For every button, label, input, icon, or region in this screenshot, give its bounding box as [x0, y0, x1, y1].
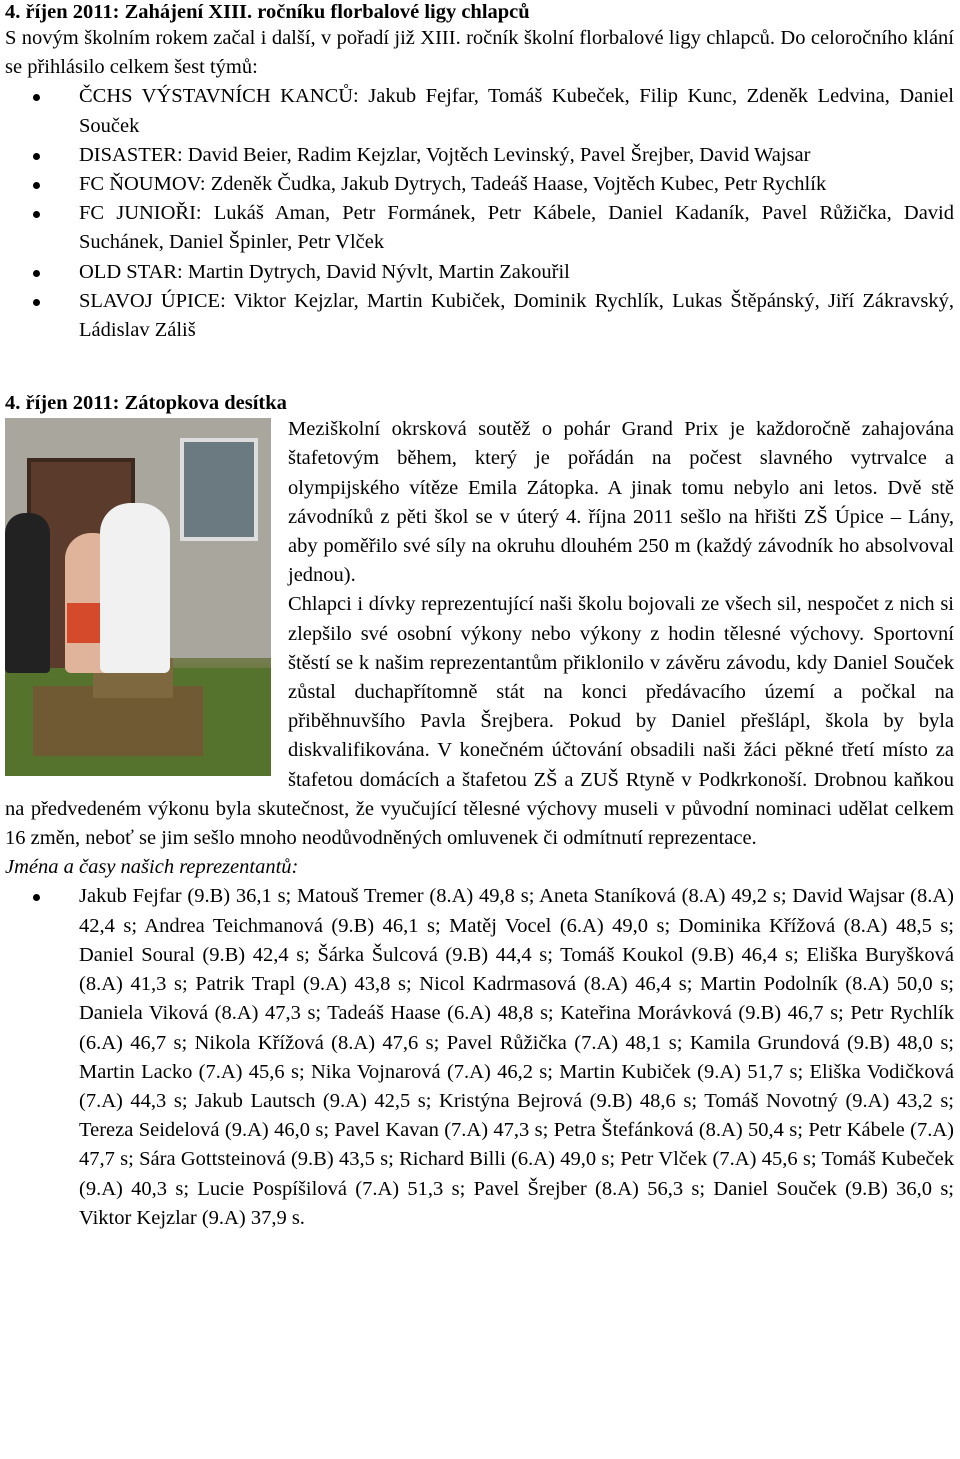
- results-caption: Jména a časy našich reprezentantů:: [5, 856, 299, 879]
- zatopek-heading: 4. říjen 2011: Zátopkova desítka: [5, 392, 287, 415]
- team-item: SLAVOJ ÚPICE: Viktor Kejzlar, Martin Kubiček, Dominik Rychlík, Lukas Štěpánský, Jiří Zákravský, Ládislav Záliš: [79, 287, 954, 345]
- team-item: DISASTER: David Beier, Radim Kejzlar, Vojtěch Levinský, Pavel Šrejber, David Wajsar: [79, 141, 954, 170]
- florbal-section: [5, 0, 954, 345]
- results-list: [5, 882, 954, 1232]
- team-item: FC JUNIOŘI: Lukáš Aman, Petr Formánek, Petr Kábele, Daniel Kadaník, Pavel Růžička, David Suchánek, Daniel Špinler, Petr Vlček: [79, 199, 954, 257]
- podium-photo: [5, 418, 271, 776]
- zatopek-paragraph-2: Chlapci i dívky reprezentující naši školu bojovali ze všech sil, nespočet z nich si zlepšilo své osobní výkony nebo výkony z hodin tělesné výchovy. Sportovní štěstí se k našim reprezentantům přiklonilo v závěru závodu, kdy Daniel Souček zůstal duchapřítomně stát na konci předávacího území a počkal na přiběhnuvšího Pavla Šrejbera. Pokud by Daniel přešlápl, škola by byla diskvalifikována. V konečném účtování obsadili naši žáci pěkné třetí místo za štafetou domácích a štafetou ZŠ a ZUŠ Rtyně v Podkrkonoší. Drobnou kaňkou na předvedeném výkonu byla skutečnost, že vyučující tělesné výchovy museli v původní nominaci udělat celkem 16 změn, neboť se jim sešlo mnoho neodůvodněných omluvenek či odmítnutí reprezentace.: [5, 593, 954, 850]
- zatopek-paragraph-1: Meziškolní okrsková soutěž o pohár Grand Prix je každoročně zahajována štafetovým během, který je pořádán na počest slavného vytrvalce a olympijského vítěze Emila Zátopka. A jinak tomu nebylo ani letos. Dvě stě závodníků z pěti škol se v úterý 4. října 2011 sešlo na hřišti ZŠ Úpice – Lány, aby poměřilo své síly na okruhu dlouhém 250 m (každý závodník ho absolvoval jednou).: [288, 418, 954, 587]
- florbal-intro: S novým školním rokem začal i další, v pořadí již XIII. ročník školní florbalové ligy chlapců. Do celoročního klání se přihlásilo celkem šest týmů:: [5, 27, 954, 79]
- florbal-heading: 4. říjen 2011: Zahájení XIII. ročníku florbalové ligy chlapců: [5, 1, 530, 23]
- team-item: OLD STAR: Martin Dytrych, David Nývlt, Martin Zakouřil: [79, 258, 954, 287]
- results-item: Jakub Fejfar (9.B) 36,1 s; Matouš Tremer (8.A) 49,8 s; Aneta Staníková (8.A) 49,2 s; David Wajsar (8.A) 42,4 s; Andrea Teichmanová (9.B) 46,1 s; Matěj Vocel (6.A) 49,0 s; Dominika Křížová (8.A) 48,5 s; Daniel Soural (9.B) 42,4 s; Šárka Šulcová (9.B) 44,4 s; Tomáš Koukol (9.B) 46,4 s; Eliška Buryšková (8.A) 41,3 s; Patrik Trapl (9.A) 43,8 s; Nicol Kadrmasová (8.A) 46,4 s; Martin Podolník (8.A) 50,0 s; Daniela Viková (8.A) 47,3 s; Tadeáš Haase (6.A) 48,8 s; Kateřina Morávková (9.B) 46,7 s; Petr Rychlík (6.A) 46,7 s; Nikola Křížová (8.A) 47,6 s; Pavel Růžička (7.A) 48,1 s; Kamila Grundová (9.B) 48,0 s; Martin Lacko (7.A) 45,6 s; Nika Vojnarová (7.A) 46,2 s; Martin Kubiček (9.A) 51,7 s; Eliška Vodičková (7.A) 44,3 s; Jakub Lautsch (9.A) 42,5 s; Kristýna Bejrová (9.B) 48,6 s; Tomáš Novotný (9.A) 43,2 s; Tereza Seidelová (9.A) 46,0 s; Pavel Kavan (7.A) 47,3 s; Petra Štefánková (8.A) 50,4 s; Petr Kábele (7.A) 47,7 s; Sára Gottsteinová (9.B) 43,5 s; Richard Billi (6.A) 49,0 s; Petr Vlček (7.A) 45,6 s; Tomáš Kubeček (9.A) 40,3 s; Lucie Pospíšilová (7.A) 51,3 s; Pavel Šrejber (8.A) 56,3 s; Daniel Souček (9.B) 36,0 s; Viktor Kejzlar (9.A) 37,9 s.: [79, 882, 954, 1232]
- team-item: ČCHS VÝSTAVNÍCH KANCŮ: Jakub Fejfar, Tomáš Kubeček, Filip Kunc, Zdeněk Ledvina, Daniel Souček: [79, 82, 954, 140]
- team-item: FC ŇOUMOV: Zdeněk Čudka, Jakub Dytrych, Tadeáš Haase, Vojtěch Kubec, Petr Rychlík: [79, 170, 954, 199]
- zatopek-section: [5, 391, 954, 1233]
- team-list: [5, 82, 954, 345]
